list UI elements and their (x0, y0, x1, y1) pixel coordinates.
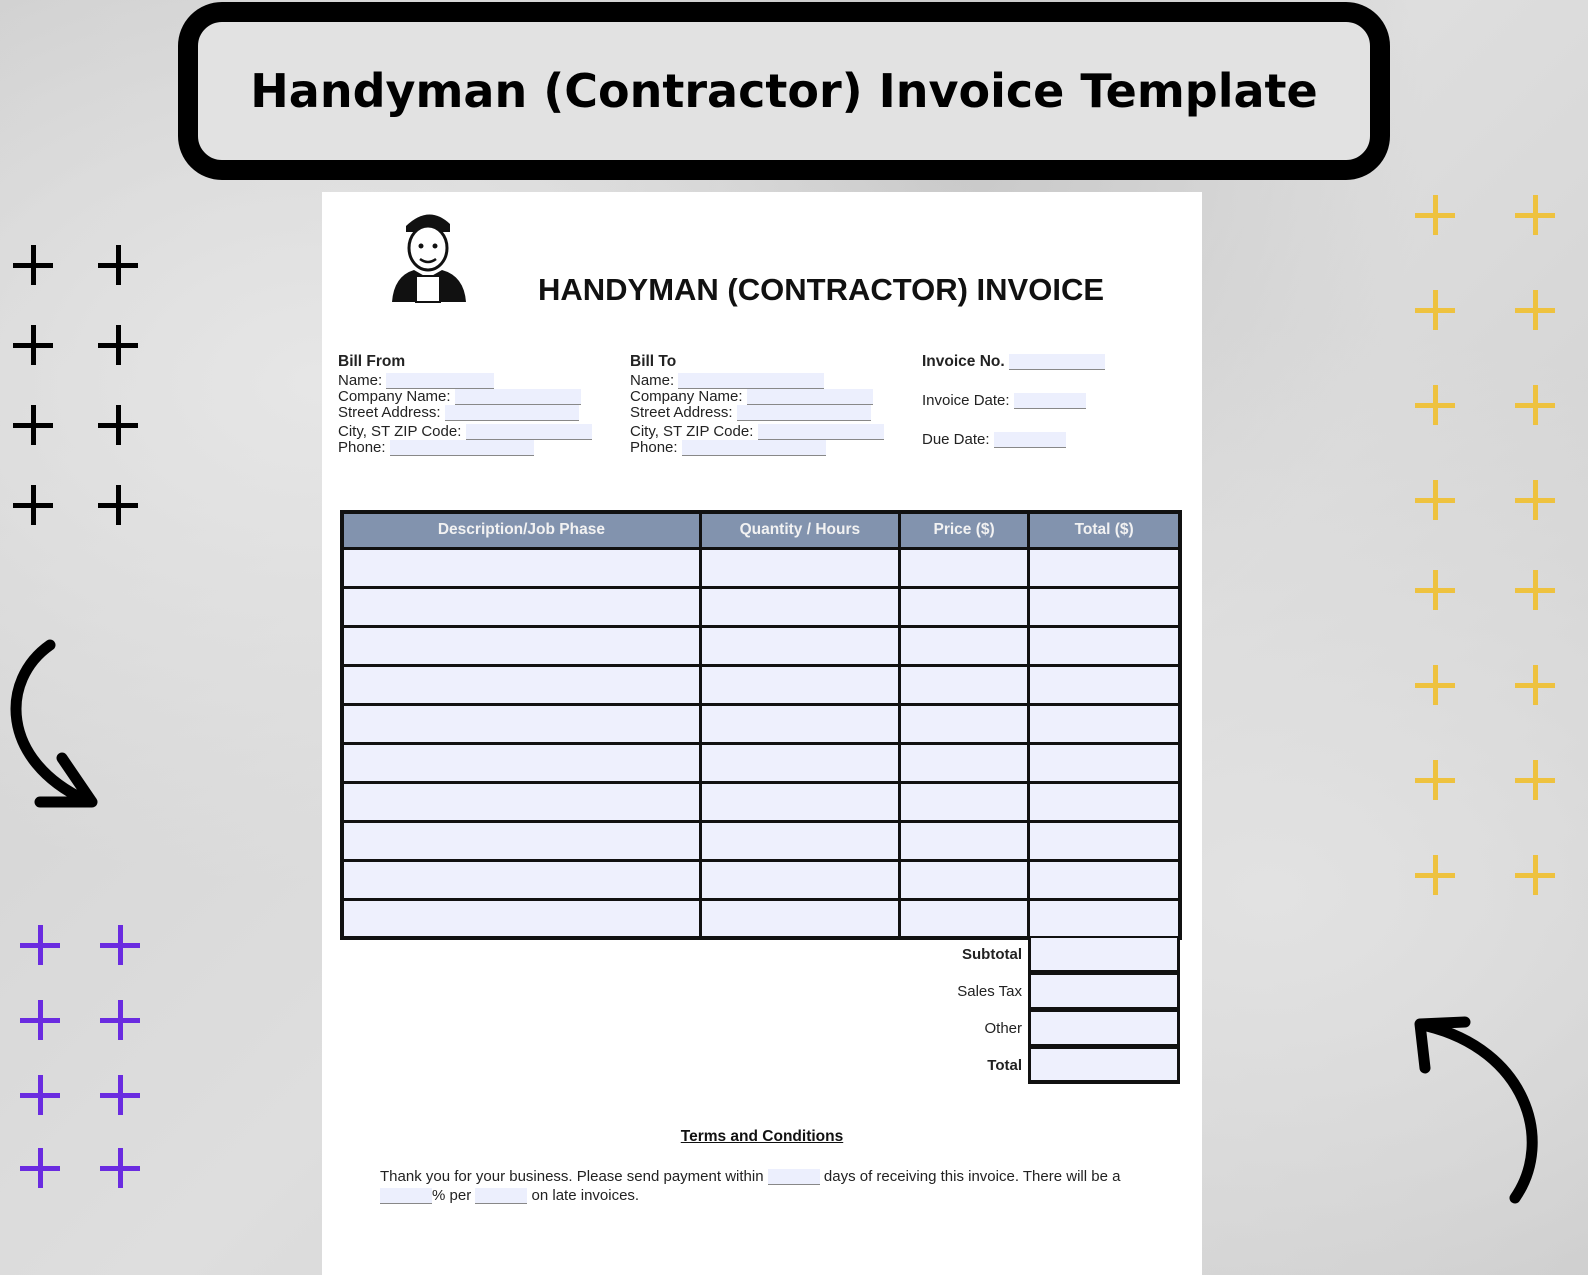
invoice-date-field[interactable] (1014, 393, 1086, 409)
table-row (342, 587, 1180, 626)
banner (178, 2, 1390, 180)
bill-from-heading: Bill From (338, 353, 406, 370)
sales-tax-label: Sales Tax (957, 983, 1022, 1000)
plus-icon (98, 485, 138, 525)
plus-icon (1515, 665, 1555, 705)
header-price: Price ($) (899, 512, 1028, 548)
description-cell[interactable] (342, 548, 700, 587)
quantity-cell[interactable] (700, 587, 899, 626)
total-cell[interactable] (1029, 821, 1180, 860)
quantity-cell[interactable] (700, 821, 899, 860)
description-cell[interactable] (342, 665, 700, 704)
terms-text-part: Thank you for your business. Please send payment within (380, 1168, 764, 1185)
table-row (342, 860, 1180, 899)
header-description: Description/Job Phase (342, 512, 700, 548)
quantity-cell[interactable] (700, 704, 899, 743)
total-cell[interactable] (1029, 860, 1180, 899)
header-total: Total ($) (1029, 512, 1180, 548)
field-label: Phone: (338, 439, 386, 456)
description-cell[interactable] (342, 860, 700, 899)
bill-to-section (630, 352, 884, 457)
field-label: Company Name: (630, 388, 743, 405)
field-label: Phone: (630, 439, 678, 456)
price-cell[interactable] (899, 899, 1028, 938)
banner-title: Handyman (Contractor) Invoice Template (250, 64, 1318, 118)
totals-section (957, 936, 1182, 1084)
price-cell[interactable] (899, 821, 1028, 860)
field-label: Name: (338, 372, 383, 389)
plus-icon (1515, 385, 1555, 425)
total-cell[interactable] (1029, 782, 1180, 821)
plus-icon (20, 1148, 60, 1188)
quantity-cell[interactable] (700, 782, 899, 821)
description-cell[interactable] (342, 899, 700, 938)
plus-icon (100, 1075, 140, 1115)
invoice-date-label: Invoice Date: (922, 392, 1010, 409)
price-cell[interactable] (899, 860, 1028, 899)
due-date-label: Due Date: (922, 431, 990, 448)
plus-icon (1515, 760, 1555, 800)
quantity-cell[interactable] (700, 626, 899, 665)
invoice-document (322, 192, 1202, 1275)
street-address-field[interactable] (737, 405, 871, 421)
header-quantity: Quantity / Hours (700, 512, 899, 548)
terms-heading: Terms and Conditions (680, 1128, 844, 1145)
curved-arrow-right-icon (1405, 1010, 1545, 1210)
curved-arrow-left-icon (0, 630, 110, 820)
total-label: Total (987, 1057, 1022, 1074)
plus-icon (13, 485, 53, 525)
plus-icon (1415, 570, 1455, 610)
plus-icon (1515, 570, 1555, 610)
plus-icon (1515, 855, 1555, 895)
plus-icon (20, 1000, 60, 1040)
field-label: Name: (630, 372, 675, 389)
total-field[interactable] (1028, 1047, 1180, 1084)
plus-icon (98, 325, 138, 365)
plus-icon (13, 405, 53, 445)
plus-icon (1415, 665, 1455, 705)
terms-text-part: on late invoices. (531, 1187, 640, 1204)
plus-icon (1515, 480, 1555, 520)
table-row (342, 626, 1180, 665)
invoice-no-label: Invoice No. (922, 353, 1005, 370)
total-cell[interactable] (1029, 665, 1180, 704)
description-cell[interactable] (342, 704, 700, 743)
price-cell[interactable] (899, 548, 1028, 587)
plus-icon (1515, 290, 1555, 330)
handyman-mascot-icon (384, 204, 474, 304)
plus-icon (1415, 760, 1455, 800)
description-cell[interactable] (342, 821, 700, 860)
subtotal-label: Subtotal (962, 946, 1022, 963)
due-date-field[interactable] (994, 432, 1066, 448)
field-label: City, ST ZIP Code: (630, 423, 754, 440)
price-cell[interactable] (899, 587, 1028, 626)
plus-icon (1415, 480, 1455, 520)
invoice-meta (922, 352, 1105, 449)
terms-text-part: days of receiving this invoice. There will be a (823, 1168, 1121, 1185)
description-cell[interactable] (342, 587, 700, 626)
total-cell[interactable] (1029, 548, 1180, 587)
street-address-field[interactable] (445, 405, 579, 421)
other-field[interactable] (1028, 1010, 1180, 1047)
table-row (342, 743, 1180, 782)
total-cell[interactable] (1029, 587, 1180, 626)
price-cell[interactable] (899, 665, 1028, 704)
plus-icon (1415, 385, 1455, 425)
invoice-no-field[interactable] (1009, 354, 1105, 370)
field-label: Company Name: (338, 388, 451, 405)
payment-days-field[interactable] (768, 1169, 820, 1185)
quantity-cell[interactable] (700, 743, 899, 782)
total-cell[interactable] (1029, 626, 1180, 665)
plus-icon (98, 405, 138, 445)
plus-icon (13, 325, 53, 365)
quantity-cell[interactable] (700, 548, 899, 587)
plus-icon (1515, 195, 1555, 235)
invoice-title: HANDYMAN (CONTRACTOR) INVOICE (538, 272, 1105, 307)
total-cell[interactable] (1029, 704, 1180, 743)
plus-icon (1415, 855, 1455, 895)
price-cell[interactable] (899, 743, 1028, 782)
plus-icon (100, 1000, 140, 1040)
late-fee-percent-field[interactable] (380, 1188, 432, 1204)
plus-icon (13, 245, 53, 285)
plus-icon (1415, 195, 1455, 235)
plus-icon (20, 1075, 60, 1115)
table-row (342, 665, 1180, 704)
quantity-cell[interactable] (700, 860, 899, 899)
late-fee-period-field[interactable] (475, 1188, 527, 1204)
phone-field[interactable] (682, 440, 826, 456)
price-cell[interactable] (899, 626, 1028, 665)
plus-icon (1415, 290, 1455, 330)
plus-icon (98, 245, 138, 285)
description-cell[interactable] (342, 743, 700, 782)
table-row (342, 548, 1180, 587)
subtotal-field[interactable] (1028, 936, 1180, 973)
description-cell[interactable] (342, 626, 700, 665)
total-cell[interactable] (1029, 899, 1180, 938)
description-cell[interactable] (342, 782, 700, 821)
terms-text (380, 1167, 1140, 1205)
table-row (342, 899, 1180, 938)
plus-icon (20, 925, 60, 965)
other-label: Other (984, 1020, 1022, 1037)
field-label: City, ST ZIP Code: (338, 423, 462, 440)
plus-icon (100, 1148, 140, 1188)
total-cell[interactable] (1029, 743, 1180, 782)
terms-text-part: % per (432, 1187, 472, 1204)
bill-to-heading: Bill To (630, 353, 677, 370)
line-items-table (340, 510, 1182, 940)
bill-from-section (338, 352, 592, 457)
sales-tax-field[interactable] (1028, 973, 1180, 1010)
plus-icon (100, 925, 140, 965)
table-row (342, 782, 1180, 821)
table-row (342, 821, 1180, 860)
quantity-cell[interactable] (700, 665, 899, 704)
field-label: Street Address: (630, 404, 733, 421)
price-cell[interactable] (899, 782, 1028, 821)
field-label: Street Address: (338, 404, 441, 421)
price-cell[interactable] (899, 704, 1028, 743)
phone-field[interactable] (390, 440, 534, 456)
table-row (342, 704, 1180, 743)
quantity-cell[interactable] (700, 899, 899, 938)
